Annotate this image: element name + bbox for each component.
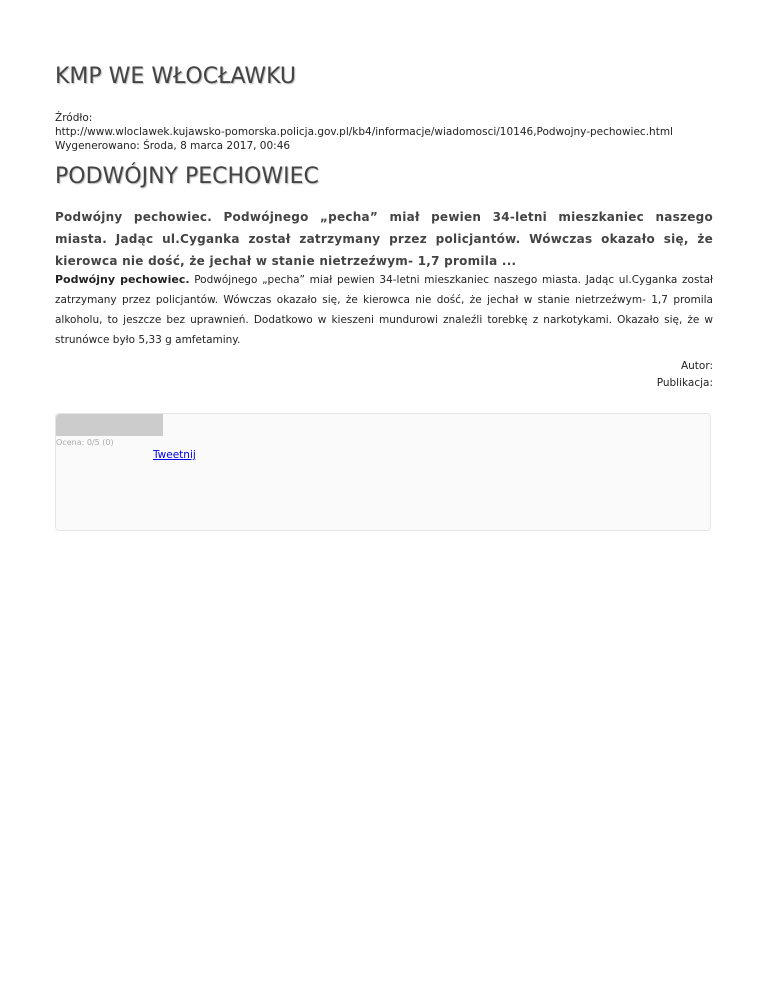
tweet-link[interactable]: Tweetnij — [153, 449, 196, 461]
source-url: http://www.wloclawek.kujawsko-pomorska.policja.gov.pl/kb4/informacje/wiadomosci/10146,Podwojny-pechowiec.html — [55, 126, 673, 138]
site-title: KMP WE WŁOCŁAWKU — [55, 64, 297, 89]
rating-label: Ocena: 0/5 (0) — [56, 438, 114, 447]
article-body — [55, 270, 713, 350]
source-label: Źródło: — [55, 112, 93, 124]
article-lead: Podwójny pechowiec. Podwójnego „pecha” miał pewien 34-letni mieszkaniec naszego miasta. Jadąc ul.Cyganka został zatrzymany przez policjantów. Wówczas okazało się, że kierowca nie dość, że jechał w stanie nietrzeźwym- 1,7 promila ... — [55, 210, 713, 268]
article-title: PODWÓJNY PECHOWIEC — [55, 164, 319, 189]
rating-stars-bar[interactable] — [56, 414, 163, 436]
source-block — [55, 111, 673, 153]
publication-label: Publikacja: — [656, 377, 713, 389]
article-body-bold: Podwójny pechowiec. — [55, 273, 190, 286]
rating-box — [55, 413, 711, 531]
article-meta — [657, 358, 713, 392]
generated-date: Wygenerowano: Środa, 8 marca 2017, 00:46 — [55, 140, 291, 152]
author-label: Autor: — [680, 360, 713, 372]
article-body-text: Podwójnego „pecha” miał pewien 34-letni mieszkaniec naszego miasta. Jadąc ul.Cyganka został zatrzymany przez policjantów. Wówczas okazało się, że kierowca nie dość, że jechał w stanie nietrzeźwym- 1,7 promila alkoholu, to jeszcze bez uprawnień. Dodatkowo w kieszeni mundurowi znaleźli torebkę z narkotykami. Okazało się, że w strunówce było 5,33 g amfetaminy. — [55, 274, 713, 346]
